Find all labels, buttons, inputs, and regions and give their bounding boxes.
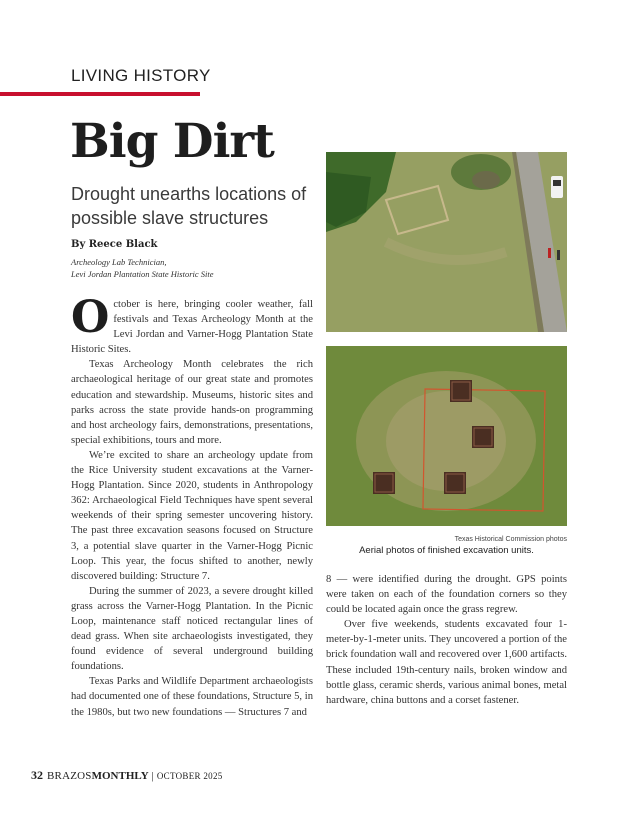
article-column-2: [326, 572, 567, 737]
aerial-photo-units-image: [326, 346, 567, 526]
photo-credit: Texas Historical Commission photos: [454, 536, 567, 543]
article-title: Big Dirt: [70, 114, 274, 169]
paragraph-1-text: ctober is here, bringing cooler weather, fall festivals and Texas Archeology Month at the Levi Jordan and Varner-Hogg Plantation State Historic Sites.: [71, 299, 313, 356]
issue-date: OCTOBER 2025: [156, 771, 223, 781]
page-number: 32: [31, 768, 43, 782]
photo-caption: Aerial photos of finished excavation units.: [359, 545, 534, 556]
article-subtitle: Drought unearths locations of possible slave structures: [71, 184, 307, 228]
brand-name-part2: MONTHLY: [91, 770, 149, 782]
aerial-photo-road-image: [326, 152, 567, 332]
author-role-line1: Archeology Lab Technician,: [71, 257, 167, 267]
paragraph-5-continued: 8 — were identified during the drought. GPS points were taken on each of the foundation corners so they could be located again once the grass regrew.: [326, 574, 567, 616]
paragraph-1: [71, 297, 313, 357]
aerial-photo-road: [326, 152, 567, 332]
aerial-photo-units: [326, 346, 567, 526]
paragraph-5: Texas Parks and Wildlife Department archaeologists had documented one of these foundations, Structure 5, in the 1980s, but two new foundations — Structures 7 and: [71, 676, 313, 718]
article-column-1: [71, 297, 313, 732]
paragraph-4: During the summer of 2023, a severe drought killed grass across the Varner-Hogg Plantation. In the Picnic Loop, maintenance staff noticed rectangular lines of dead grass. When site archaeologists investigated, they found evidence of several underground building foundations.: [71, 585, 313, 673]
paragraph-6: Over five weekends, students excavated four 1-meter-by-1-meter units. They uncovered a portion of the brick foundation wall and recovered over 1,600 artifacts. These included 19th-century nails, broken window and bottle glass, ceramic sherds, various animal bones, metal hardware, china buttons and a corset fastener.: [326, 619, 567, 706]
section-label: LIVING HISTORY: [71, 66, 211, 85]
author-role: [71, 256, 214, 280]
drop-cap: O: [71, 297, 110, 343]
author-role-line2: Levi Jordan Plantation State Historic Site: [71, 269, 214, 279]
paragraph-2: Texas Archeology Month celebrates the rich archaeological heritage of our great state and promotes education and stewardship. Museums, historic sites and parks across the state provide hands-on programming and host archeology fairs, demonstrations, presentations, special exhibitions, tours and more.: [71, 359, 313, 446]
footer-separator: |: [151, 770, 154, 782]
brand-name-part1: BRAZOS: [47, 770, 92, 782]
page-footer: [31, 768, 223, 783]
byline: By Reece Black: [71, 239, 158, 250]
section-accent-bar: [0, 92, 200, 96]
paragraph-3: We’re excited to share an archeology update from the Rice University student excavations at the Varner-Hogg Plantation. Since 2020, students in Anthropology 362: Archaeological Field Techniques have spent several weekends of their spring semester uncovering history. The past three excavation seasons focused on Structure 3, a potential slave quarter in the Varner-Hogg Picnic Loop. This year, the focus shifted to another, newly discovered building: Structure 7.: [71, 449, 313, 582]
